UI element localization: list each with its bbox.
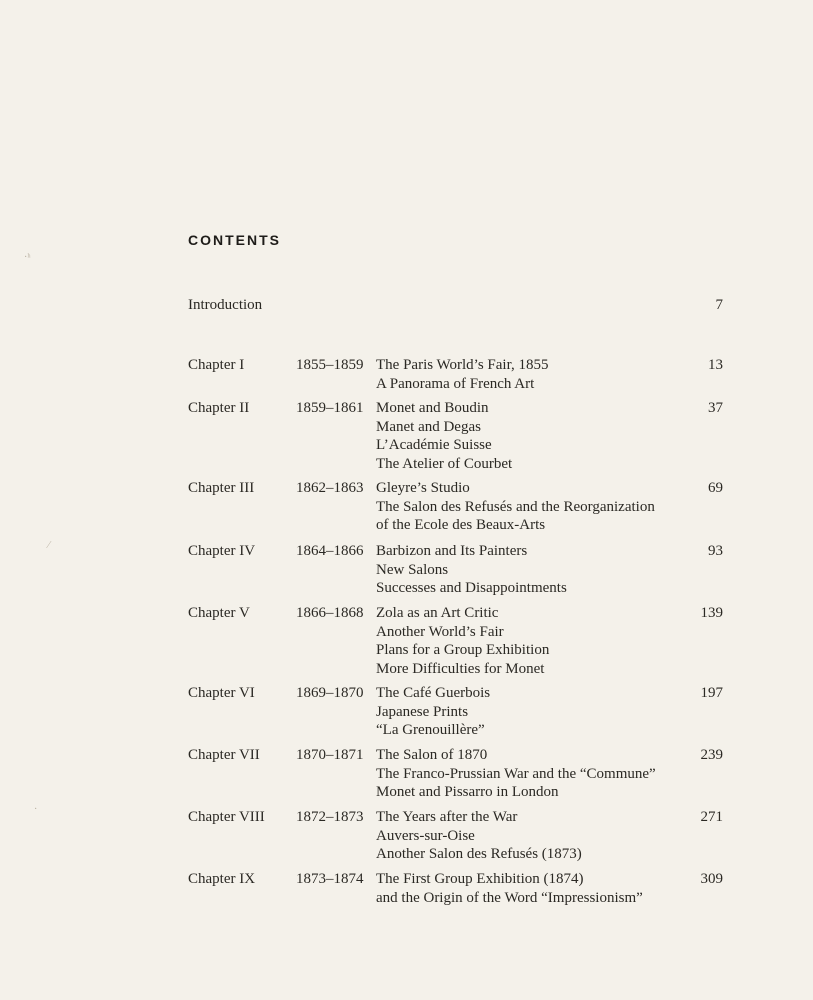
toc-chapter-title-line: Another World’s Fair: [376, 623, 504, 640]
toc-chapter-row: [188, 684, 723, 740]
toc-chapter-title-line: Monet and Pissarro in London: [376, 784, 559, 800]
toc-chapter-title-line: Gleyre’s Studio: [376, 480, 470, 496]
paper-speck: ·: [34, 804, 38, 815]
toc-chapter-title-line: The Atelier of Courbet: [376, 455, 513, 472]
toc-chapter-years: 1873–1874: [296, 871, 364, 887]
toc-chapter-label: Chapter VII: [188, 747, 260, 763]
toc-chapter-row: [188, 746, 723, 802]
toc-chapter-row: [188, 604, 723, 678]
toc-chapter-years: 1866–1868: [296, 605, 364, 621]
toc-chapter-years: 1855–1859: [296, 357, 364, 373]
toc-chapter-page: 197: [700, 685, 723, 701]
toc-chapter-title-line: Japanese Prints: [376, 703, 469, 720]
toc-chapter-years: 1869–1870: [296, 685, 364, 701]
toc-chapter-title-line: The Franco-Prussian War and the “Commune”: [376, 765, 656, 782]
toc-chapter-page: 139: [700, 605, 723, 621]
toc-introduction-row: [188, 296, 723, 314]
toc-chapter-label: Chapter I: [188, 357, 245, 373]
toc-chapter-page: 271: [700, 809, 723, 825]
toc-introduction-label: Introduction: [188, 297, 263, 313]
toc-chapter-titles: [376, 399, 686, 473]
toc-chapter-title-line: Plans for a Group Exhibition: [376, 642, 550, 658]
paper-speck: ⁄: [48, 540, 50, 551]
page-title: CONTENTS: [188, 232, 281, 248]
toc-chapter-titles: [376, 542, 686, 598]
toc-chapter-title-line: The First Group Exhibition (1874): [376, 871, 584, 887]
toc-chapter-page: 69: [708, 480, 723, 496]
toc-introduction-page: 7: [715, 297, 723, 313]
toc-chapter-label: Chapter V: [188, 605, 250, 621]
toc-chapter-label: Chapter VI: [188, 685, 255, 701]
toc-chapter-label: Chapter VIII: [188, 809, 265, 825]
toc-chapter-label: Chapter IX: [188, 871, 256, 887]
toc-chapter-row: [188, 808, 723, 864]
toc-chapter-label: Chapter II: [188, 400, 250, 416]
toc-chapter-title-line: The Café Guerbois: [376, 685, 491, 701]
toc-chapter-title-line: New Salons: [376, 561, 449, 578]
toc-chapter-row: [188, 479, 723, 535]
toc-chapter-title-line: Auvers-sur-Oise: [376, 827, 475, 844]
toc-chapter-titles: [376, 356, 686, 393]
toc-chapter-title-line: Barbizon and Its Painters: [376, 543, 528, 559]
toc-chapter-title-line: of the Ecole des Beaux-Arts: [376, 517, 546, 533]
toc-chapter-title-line: “La Grenouillère”: [376, 722, 485, 738]
table-of-contents: [188, 296, 723, 906]
toc-chapter-page: 309: [700, 871, 723, 887]
toc-chapter-label: Chapter IV: [188, 543, 256, 559]
toc-chapter-years: 1870–1871: [296, 747, 364, 763]
toc-chapter-title-line: A Panorama of French Art: [376, 375, 535, 392]
toc-chapter-label: Chapter III: [188, 480, 255, 496]
toc-chapter-title-line: and the Origin of the Word “Impressionism”: [376, 889, 643, 906]
toc-chapter-titles: [376, 479, 686, 535]
toc-chapter-row: [188, 399, 723, 473]
toc-chapter-page: 37: [708, 400, 723, 416]
toc-chapter-page: 13: [708, 357, 723, 373]
toc-chapter-years: 1859–1861: [296, 400, 364, 416]
toc-chapter-title-line: More Difficulties for Monet: [376, 660, 545, 677]
toc-chapter-title-line: Manet and Degas: [376, 418, 481, 435]
toc-chapter-title-line: The Years after the War: [376, 809, 518, 825]
toc-chapter-years: 1862–1863: [296, 480, 364, 496]
toc-chapter-title-line: The Salon of 1870: [376, 747, 488, 763]
toc-chapter-row: [188, 356, 723, 393]
toc-chapter-title-line: Successes and Disappointments: [376, 580, 567, 596]
toc-chapter-title-line: Another Salon des Refusés (1873): [376, 846, 582, 862]
toc-chapter-years: 1872–1873: [296, 809, 364, 825]
toc-chapter-titles: [376, 870, 686, 907]
toc-chapter-titles: [376, 604, 686, 678]
toc-chapter-row: [188, 870, 723, 907]
toc-chapter-titles: [376, 746, 686, 802]
toc-chapter-title-line: Monet and Boudin: [376, 400, 489, 416]
toc-chapter-title-line: The Paris World’s Fair, 1855: [376, 357, 549, 373]
paper-speck: ·ʰ: [24, 252, 31, 263]
toc-chapter-row: [188, 542, 723, 598]
toc-chapter-page: 239: [700, 747, 723, 763]
toc-chapter-titles: [376, 684, 686, 740]
toc-chapter-title-line: Zola as an Art Critic: [376, 605, 499, 621]
toc-chapter-title-line: L’Académie Suisse: [376, 437, 492, 453]
toc-chapter-years: 1864–1866: [296, 543, 364, 559]
toc-chapter-page: 93: [708, 543, 723, 559]
toc-chapter-title-line: The Salon des Refusés and the Reorganization: [376, 498, 655, 515]
toc-chapter-titles: [376, 808, 686, 864]
